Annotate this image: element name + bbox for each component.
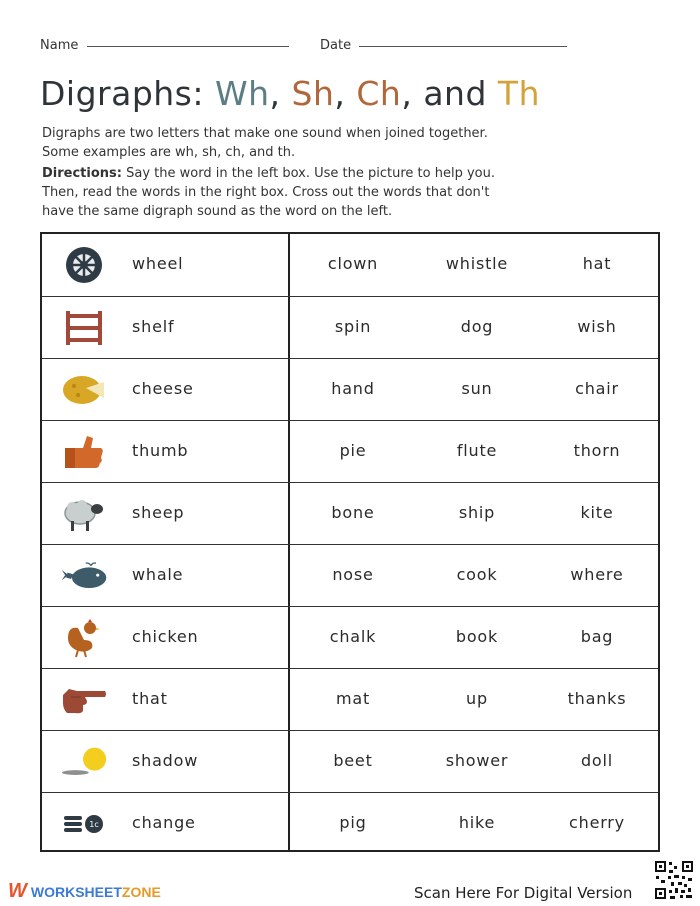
scan-text: Scan Here For Digital Version [414, 884, 633, 902]
choice-word[interactable]: dog [460, 317, 494, 336]
title-prefix: Digraphs: [40, 74, 215, 113]
key-word: change [132, 813, 196, 832]
choice-word[interactable]: up [466, 689, 488, 708]
intro-text [42, 124, 662, 162]
choice-word[interactable]: wish [577, 317, 617, 336]
choice-word[interactable]: chair [575, 379, 619, 398]
intro-line: Digraphs are two letters that make one sound when joined together. [42, 126, 488, 141]
date-line[interactable] [359, 45, 567, 47]
ball-shadow-icon [60, 743, 108, 781]
choice-word[interactable]: spin [334, 317, 372, 336]
table-row [42, 668, 658, 730]
directions-line: have the same digraph sound as the word on the left. [42, 204, 393, 219]
logo-text-b: ZONE [121, 883, 161, 900]
shelf-icon [60, 309, 108, 347]
title-sep: , [334, 74, 357, 113]
table-row [42, 544, 658, 606]
table-row [42, 730, 658, 792]
coins-icon [60, 805, 108, 843]
choice-word[interactable]: beet [333, 751, 373, 770]
key-word: whale [132, 565, 184, 584]
choice-word[interactable]: where [570, 565, 624, 584]
table-row [42, 792, 658, 854]
choice-word[interactable]: ship [458, 503, 496, 522]
choice-word[interactable]: thanks [567, 689, 627, 708]
worksheet-zone-logo[interactable] [8, 880, 161, 903]
choice-word[interactable]: hand [331, 379, 375, 398]
title-ch: Ch [356, 74, 402, 113]
key-word: thumb [132, 441, 189, 460]
choice-word[interactable]: whistle [445, 254, 509, 273]
digraph-table [40, 232, 660, 852]
date-field[interactable] [320, 38, 567, 53]
wheel-icon [60, 246, 108, 284]
key-word: cheese [132, 379, 194, 398]
name-label: Name [40, 38, 79, 53]
directions-line: Say the word in the left box. Use the picture to help you. [121, 166, 495, 181]
title-wh: Wh [214, 74, 270, 113]
whale-icon [60, 557, 108, 595]
logo-mark-icon: W [8, 880, 27, 902]
table-row [42, 358, 658, 420]
title-sep: , [269, 74, 292, 113]
choice-word[interactable]: pie [339, 441, 367, 460]
title-th: Th [497, 74, 540, 113]
choice-word[interactable]: cherry [569, 813, 625, 832]
choice-word[interactable]: hat [582, 254, 612, 273]
table-row [42, 482, 658, 544]
date-label: Date [320, 38, 352, 53]
choice-word[interactable]: kite [580, 503, 614, 522]
coin-label: 1c [89, 820, 99, 829]
choice-word[interactable]: shower [445, 751, 509, 770]
key-word: shadow [132, 751, 199, 770]
chicken-icon [60, 619, 108, 657]
sheep-icon [60, 495, 108, 533]
table-row [42, 234, 658, 296]
directions-label: Directions: [42, 166, 122, 181]
directions-text [42, 164, 662, 221]
key-word: shelf [132, 317, 175, 336]
qr-code-icon[interactable] [654, 860, 694, 900]
choice-word[interactable]: pig [339, 813, 367, 832]
key-word: sheep [132, 503, 185, 522]
choice-word[interactable]: hike [458, 813, 496, 832]
choice-word[interactable]: mat [335, 689, 371, 708]
title-sh: Sh [291, 74, 335, 113]
choice-word[interactable]: flute [456, 441, 498, 460]
choice-word[interactable]: clown [327, 254, 379, 273]
name-field[interactable] [40, 38, 289, 53]
key-word: wheel [132, 254, 184, 273]
choice-word[interactable]: bone [331, 503, 375, 522]
key-word: chicken [132, 627, 199, 646]
thumb-icon [60, 433, 108, 471]
name-line[interactable] [87, 45, 289, 47]
cheese-icon [60, 371, 108, 409]
choice-word[interactable]: nose [332, 565, 374, 584]
intro-line: Some examples are wh, sh, ch, and th. [42, 145, 296, 160]
directions-line: Then, read the words in the right box. Cross out the words that don't [42, 185, 490, 200]
pointing-hand-icon [60, 681, 108, 719]
key-word: that [132, 689, 168, 708]
choice-word[interactable]: chalk [329, 627, 377, 646]
title-sep: , and [401, 74, 498, 113]
choice-word[interactable]: bag [580, 627, 614, 646]
table-row [42, 606, 658, 668]
page-title [40, 74, 540, 113]
choice-word[interactable]: cook [456, 565, 498, 584]
logo-text-a: WORKSHEET [30, 883, 122, 900]
choice-word[interactable]: book [455, 627, 499, 646]
table-row [42, 420, 658, 482]
choice-word[interactable]: doll [580, 751, 614, 770]
choice-word[interactable]: thorn [573, 441, 621, 460]
table-row [42, 296, 658, 358]
choice-word[interactable]: sun [461, 379, 493, 398]
